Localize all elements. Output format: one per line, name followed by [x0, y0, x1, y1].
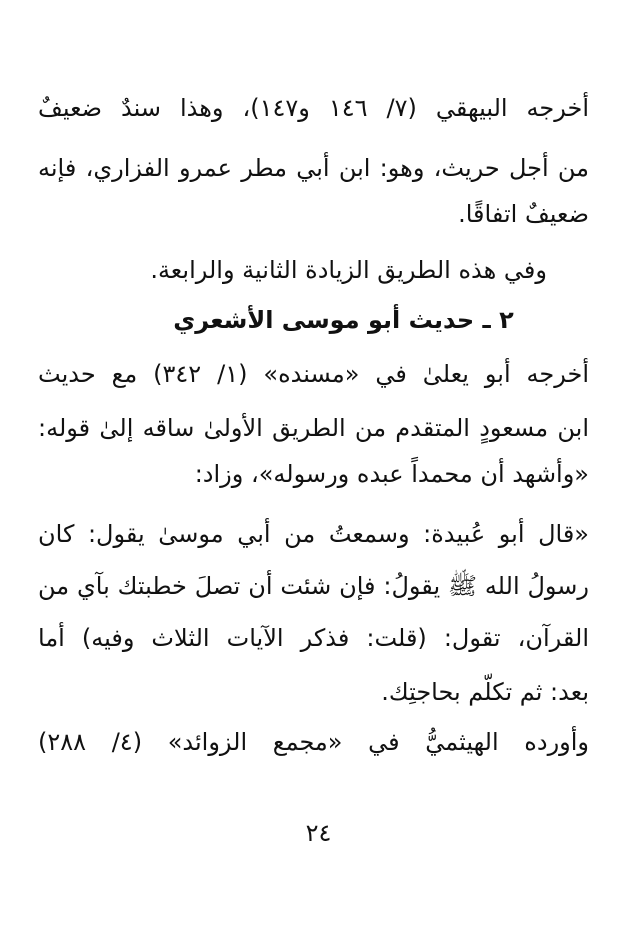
p1-line2: من أجل حريث، وهو: ابن أبي مطر عمرو الفزاري، فإنه — [38, 154, 589, 182]
p2-line1: وفي هذه الطريق الزيادة الثانية والرابعة. — [150, 256, 547, 284]
p1-line3: ضعيفٌ اتفاقًا. — [458, 200, 589, 228]
section-heading: ٢ ـ حديث أبو موسى الأشعري — [173, 306, 514, 334]
p4-line2: رسولُ الله ﷺ يقولُ: فإن شئت أن تصلَ خطبتك بآي من — [38, 572, 589, 600]
p4-line4: بعد: ثم تكلّم بحاجتِك. — [381, 678, 589, 706]
p5-line1: وأورده الهيثميُّ في «مجمع الزوائد» (٤/ ٢٨٨) — [38, 728, 590, 756]
p4-line1: «قال أبو عُبيدة: وسمعتُ من أبي موسىٰ يقول: كان — [38, 520, 589, 548]
p3-line2: ابن مسعودٍ المتقدم من الطريق الأولىٰ ساقه إلىٰ قوله: — [38, 414, 589, 442]
page-number: ٢٤ — [305, 819, 332, 847]
p3-line1: أخرجه أبو يعلىٰ في «مسنده» (١/ ٣٤٢) مع حديث — [38, 360, 589, 388]
p3-line3: «وأشهد أن محمداً عبده ورسوله»، وزاد: — [194, 460, 589, 488]
p1-line1: أخرجه البيهقي (٧/ ١٤٦ و١٤٧)، وهذا سندٌ ضعيفٌ — [38, 94, 590, 122]
p4-line3: القرآن، تقول: (قلت: فذكر الآيات الثلاث وفيه) أما — [38, 624, 589, 652]
